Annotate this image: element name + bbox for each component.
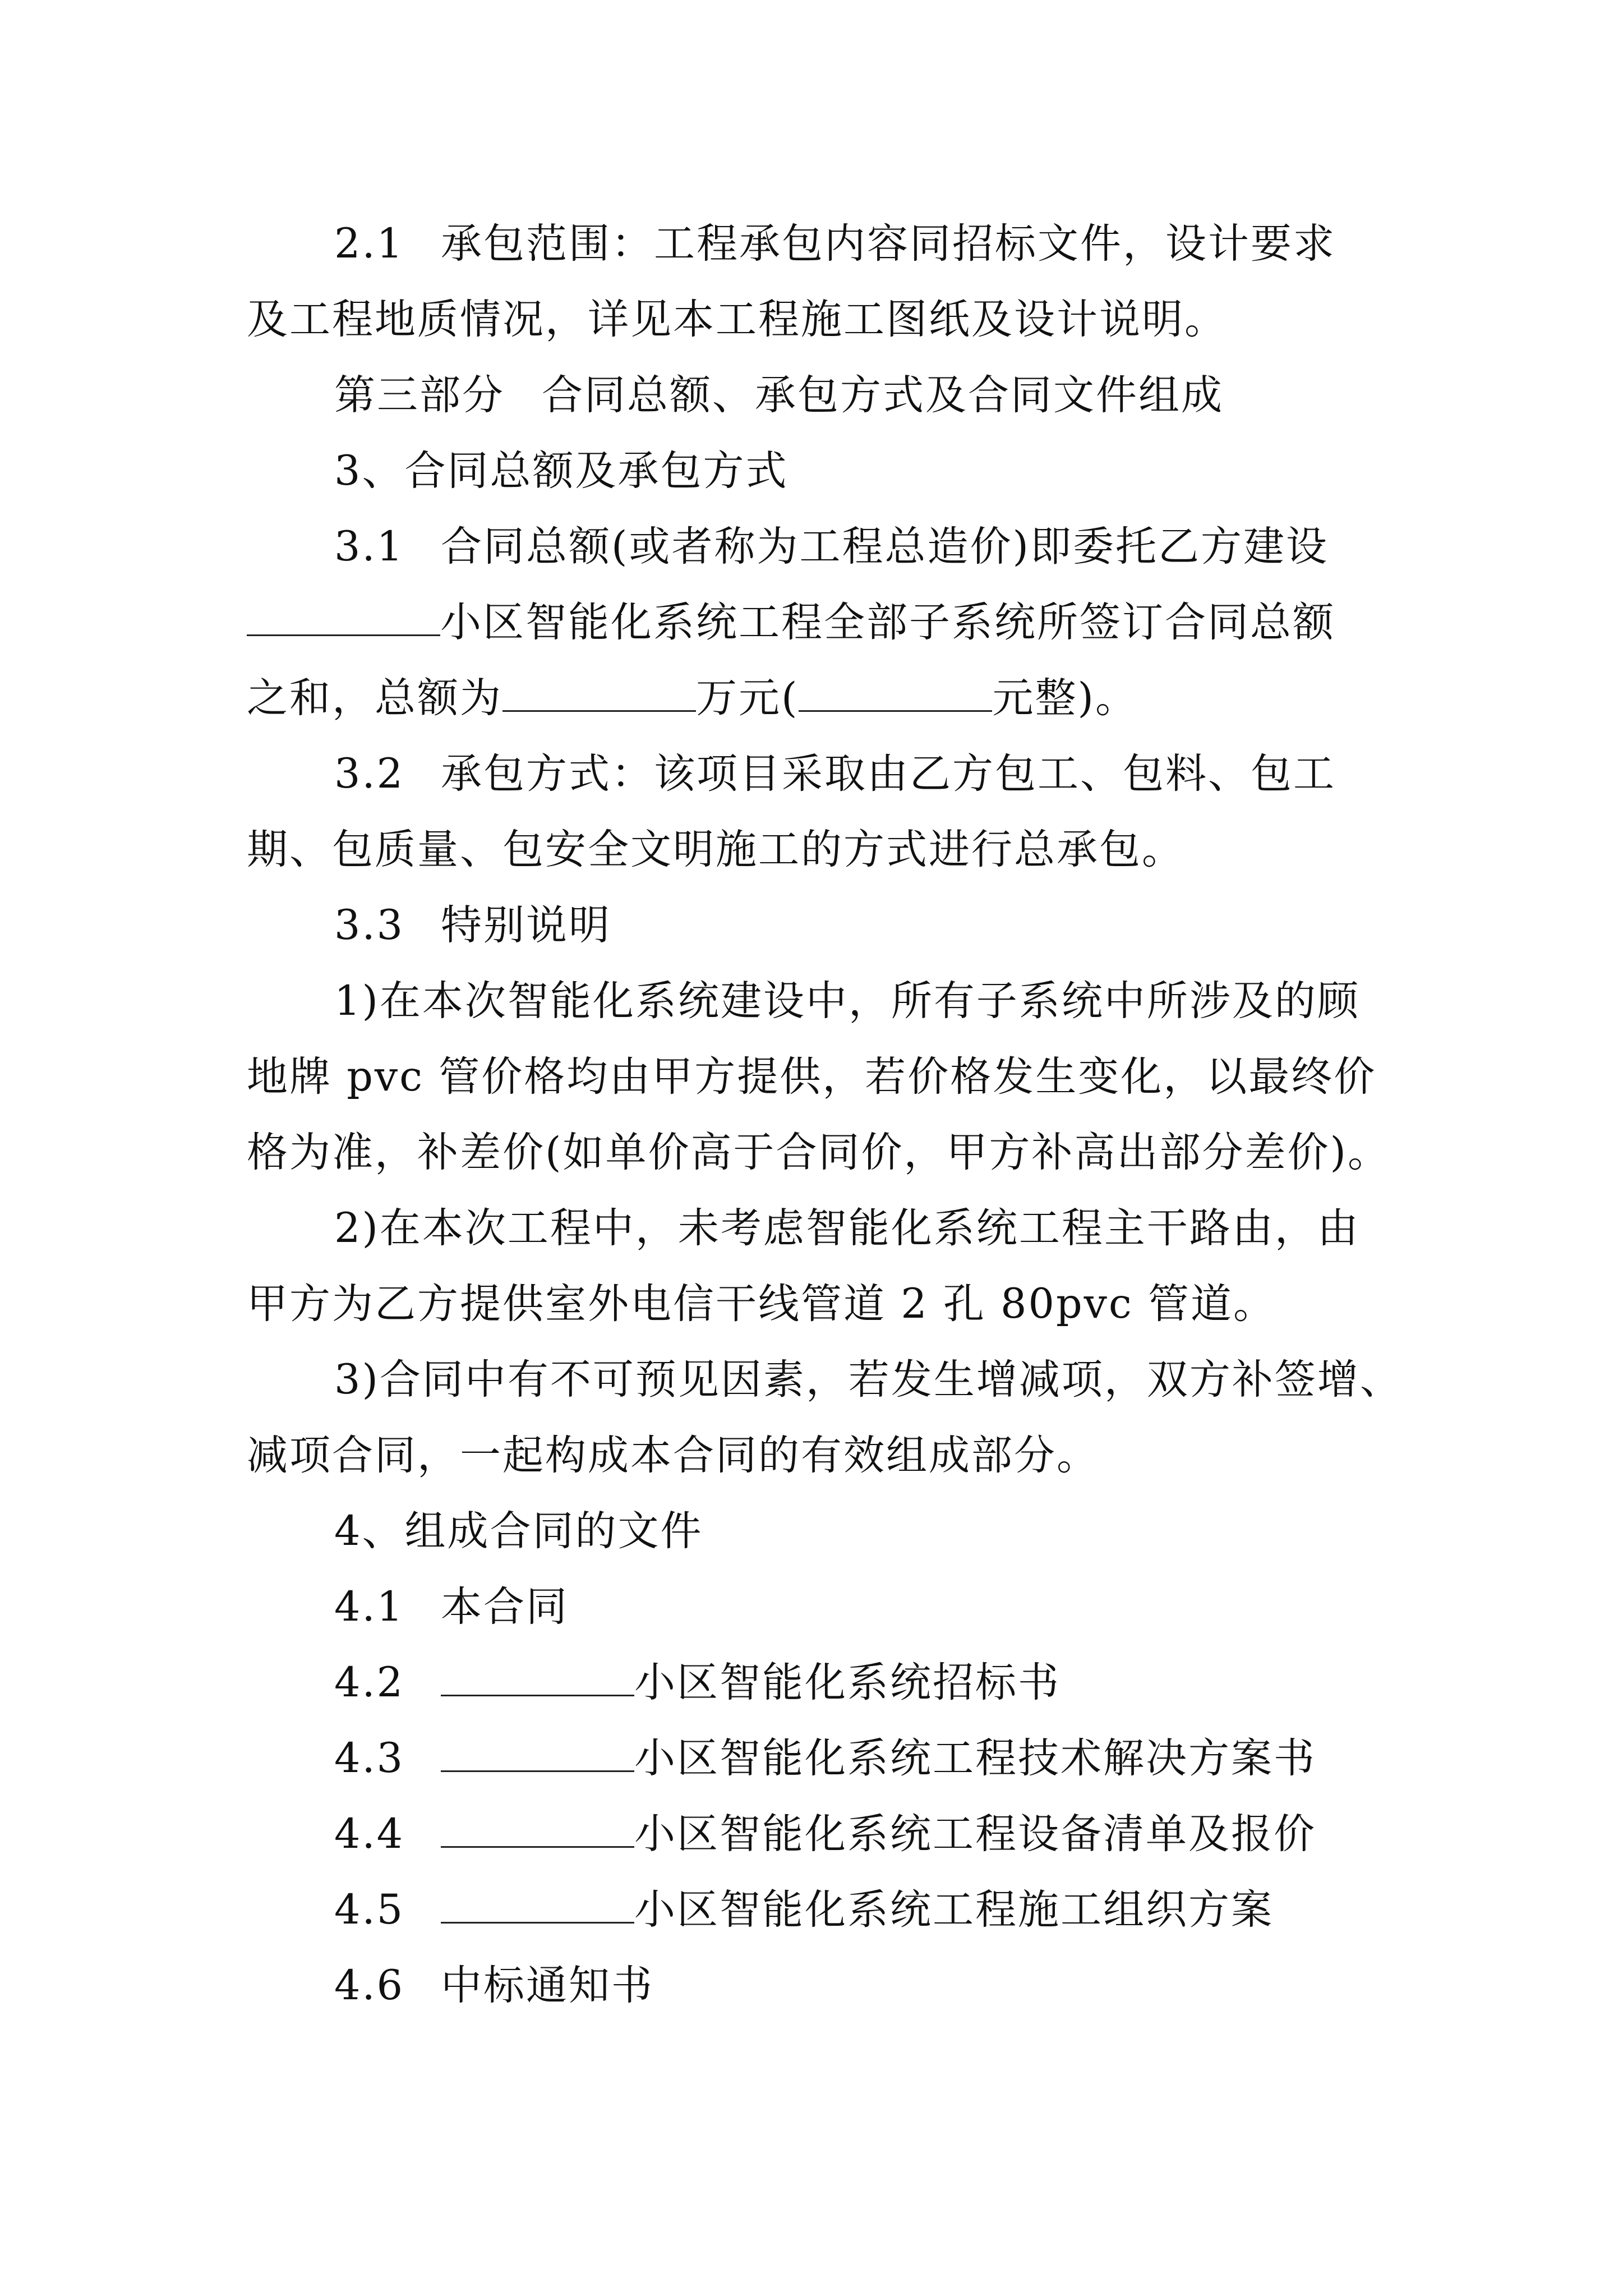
clause-3-2-continued (247, 825, 1424, 875)
clause-text: 特别说明 (441, 901, 611, 949)
clause-4-2 (334, 1658, 1512, 1708)
clause-number: 3.3 (334, 901, 405, 949)
clause-number: 2.1 (334, 220, 405, 268)
yuan-unit: 元整)。 (992, 674, 1138, 722)
note-1-line2 (247, 1052, 1424, 1102)
clause-number: 4.3 (334, 1734, 405, 1782)
clause-text: 小区智能化系统工程全部子系统所签订合同总额 (440, 599, 1335, 646)
note-text: 2)在本次工程中，未考虑智能化系统工程主干路由，由 (334, 1204, 1360, 1252)
note-2 (334, 1203, 1512, 1254)
section-title: 3、合同总额及承包方式 (334, 447, 789, 495)
note-text: 地牌 pvc 管价格均由甲方提供，若价格发生变化，以最终价 (247, 1053, 1377, 1101)
note-text: 格为准，补差价(如单价高于合同价，甲方补高出部分差价)。 (247, 1129, 1390, 1176)
project-name-blank (441, 1814, 634, 1848)
note-2-line2 (247, 1279, 1424, 1329)
note-text: 甲方为乙方提供室外电信干线管道 2 孔 80pvc 管道。 (247, 1280, 1276, 1328)
project-name-blank (247, 602, 440, 636)
note-3 (334, 1355, 1512, 1405)
clause-number: 4.6 (334, 1962, 405, 2009)
project-name-blank (441, 1738, 634, 1772)
clause-3-1 (334, 522, 1512, 572)
clause-text: 承包范围：工程承包内容同招标文件，设计要求 (441, 220, 1336, 268)
note-text: 3)合同中有不可预见因素，若发生增减项，双方补签增、 (334, 1356, 1403, 1404)
clause-text: 合同总额(或者称为工程总造价)即委托乙方建设 (441, 523, 1329, 570)
clause-text: 小区智能化系统工程施工组织方案 (634, 1886, 1274, 1934)
clause-4-1 (334, 1582, 1512, 1632)
clause-text: 承包方式：该项目采取由乙方包工、包料、包工 (441, 750, 1336, 798)
section-3-heading (334, 446, 1512, 496)
part-three-heading (334, 370, 1512, 421)
wan-unit: 万元( (696, 674, 799, 722)
clause-number: 3.2 (334, 750, 405, 798)
clause-number: 4.4 (334, 1810, 405, 1858)
note-text: 1)在本次智能化系统建设中，所有子系统中所涉及的顾 (334, 977, 1360, 1025)
clause-text: 小区智能化系统工程设备清单及报价 (634, 1810, 1316, 1858)
clause-text: 期、包质量、包安全文明施工的方式进行总承包。 (247, 826, 1184, 873)
clause-text: 及工程地质情况，详见本工程施工图纸及设计说明。 (247, 296, 1227, 343)
clause-3-3 (334, 900, 1512, 951)
project-name-blank (441, 1889, 634, 1924)
clause-text: 中标通知书 (441, 1962, 654, 2009)
note-text: 减项合同，一起构成本合同的有效组成部分。 (247, 1432, 1099, 1479)
clause-4-3 (334, 1733, 1512, 1784)
section-4-heading (334, 1506, 1512, 1557)
note-3-line2 (247, 1430, 1424, 1481)
clause-text: 本合同 (441, 1583, 569, 1631)
clause-text: 小区智能化系统工程技术解决方案书 (634, 1734, 1316, 1782)
project-name-blank (441, 1662, 634, 1696)
part-title: 合同总额、承包方式及合同文件组成 (542, 371, 1224, 419)
note-1-line3 (247, 1128, 1424, 1178)
amount-yuan-blank (799, 678, 992, 712)
clause-2-1-continued (247, 295, 1424, 345)
total-label: 之和，总额为 (247, 674, 502, 722)
clause-2-1 (334, 219, 1512, 269)
section-title: 4、组成合同的文件 (334, 1507, 703, 1555)
clause-number: 3.1 (334, 523, 405, 570)
clause-4-6 (334, 1961, 1512, 2011)
part-label: 第三部分 (334, 371, 505, 419)
clause-3-1-line2 (247, 597, 1424, 648)
amount-wan-blank (502, 678, 696, 712)
clause-number: 4.1 (334, 1583, 405, 1631)
clause-text: 小区智能化系统招标书 (634, 1659, 1061, 1706)
clause-4-5 (334, 1885, 1512, 1935)
clause-number: 4.5 (334, 1886, 405, 1934)
clause-4-4 (334, 1809, 1512, 1860)
clause-number: 4.2 (334, 1659, 405, 1706)
clause-3-1-line3 (247, 673, 1424, 724)
clause-3-2 (334, 749, 1512, 799)
note-1 (334, 976, 1512, 1027)
